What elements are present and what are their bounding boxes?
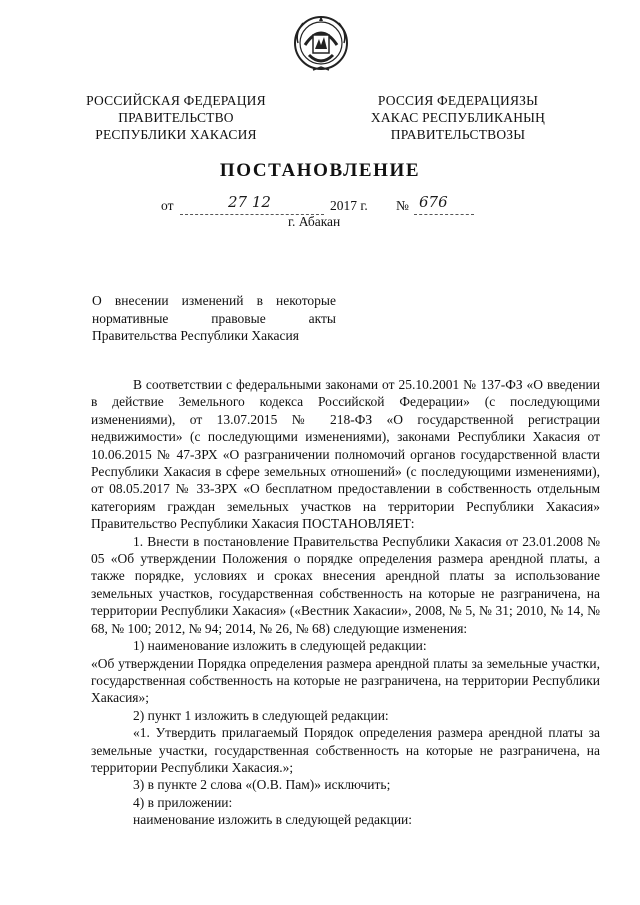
header-right-line: ХАКАС РЕСПУБЛИКАНЫҢ [370, 110, 546, 125]
city-label: г. Абакан [288, 214, 341, 229]
handwritten-number: 676 [419, 193, 448, 211]
body-paragraph: 2) пункт 1 изложить в следующей редакции: [133, 707, 389, 723]
header-right-line: ПРАВИТЕЛЬСТВОЗЫ [390, 127, 526, 142]
from-label: от [161, 198, 174, 213]
subject-block [92, 292, 336, 345]
body-paragraph: «1. Утвердить прилагаемый Порядок определения размера арендной платы за земельные участки, государственная собственность на которые не разграничена, на территории Республики Хакасия.»; [91, 725, 600, 775]
header-left-line: ПРАВИТЕЛЬСТВО [118, 110, 234, 125]
number-label: № [396, 198, 409, 213]
body-paragraph: «Об утверждении Порядка определения размера арендной платы за земельные участки, государственная собственность на которые не разграничена, на территории Республики Хакасия»; [91, 655, 600, 706]
document-body [91, 376, 600, 829]
body-paragraph: В соответствии с федеральными законами от 25.10.2001 № 137-ФЗ «О введении в действие Земельного кодекса Российской Федерации» (с последующими изменениями), от 13.07.2015 № 218-ФЗ «О государственной регистрации недвижимости» (с последующими изменениями), законами Республики Хакасия от 10.06.2015 № 47-ЗРХ «О разграничении полномочий органов государственной власти Республики Хакасия в сфере земельных отношений» (с последующими изменениями), от 08.05.2017 № 33-ЗРХ «О бесплатном предоставлении в собственность отдельным категориям граждан земельных участков на территории Республики Хакасия» Правительство Республики Хакасия ПОСТАНОВЛЯЕТ: [91, 377, 600, 532]
header-left-line: РЕСПУБЛИКИ ХАКАСИЯ [95, 127, 257, 142]
subject-line: О внесении изменений в некоторые [92, 293, 336, 308]
body-paragraph: наименование изложить в следующей редакции: [133, 812, 413, 828]
document-title: ПОСТАНОВЛЕНИЕ [219, 160, 421, 181]
header-right-line: РОССИЯ ФЕДЕРАЦИЯЗЫ [377, 93, 539, 108]
header-left [76, 92, 276, 143]
handwritten-date: 27 12 [228, 193, 271, 211]
header-right [358, 92, 558, 143]
header-left-line: РОССИЙСКАЯ ФЕДЕРАЦИЯ [86, 93, 266, 108]
year-label: 2017 г. [330, 198, 368, 213]
body-paragraph: 3) в пункте 2 слова «(О.В. Пам)» исключить; [133, 777, 391, 793]
body-paragraph: 4) в приложении: [133, 794, 233, 810]
body-paragraph: 1. Внести в постановление Правительства Республики Хакасия от 23.01.2008 № 05 «Об утверждении Положения о порядке определения размера арендной платы, а также порядке, условиях и сроках внесения арендной платы за использование земельных участков, государственная собственность на которые не разграничена, на территории Республики Хакасия» («Вестник Хакасии», 2008, № 5, № 31; 2010, № 14, № 68, № 100; 2012, № 94; 2014, № 26, № 68) следующие изменения: [91, 533, 600, 636]
body-paragraph: 1) наименование изложить в следующей редакции: [133, 638, 427, 654]
coat-of-arms-emblem [293, 15, 349, 73]
subject-line: нормативные правовые акты [92, 310, 336, 326]
subject-line: Правительства Республики Хакасия [92, 328, 299, 343]
